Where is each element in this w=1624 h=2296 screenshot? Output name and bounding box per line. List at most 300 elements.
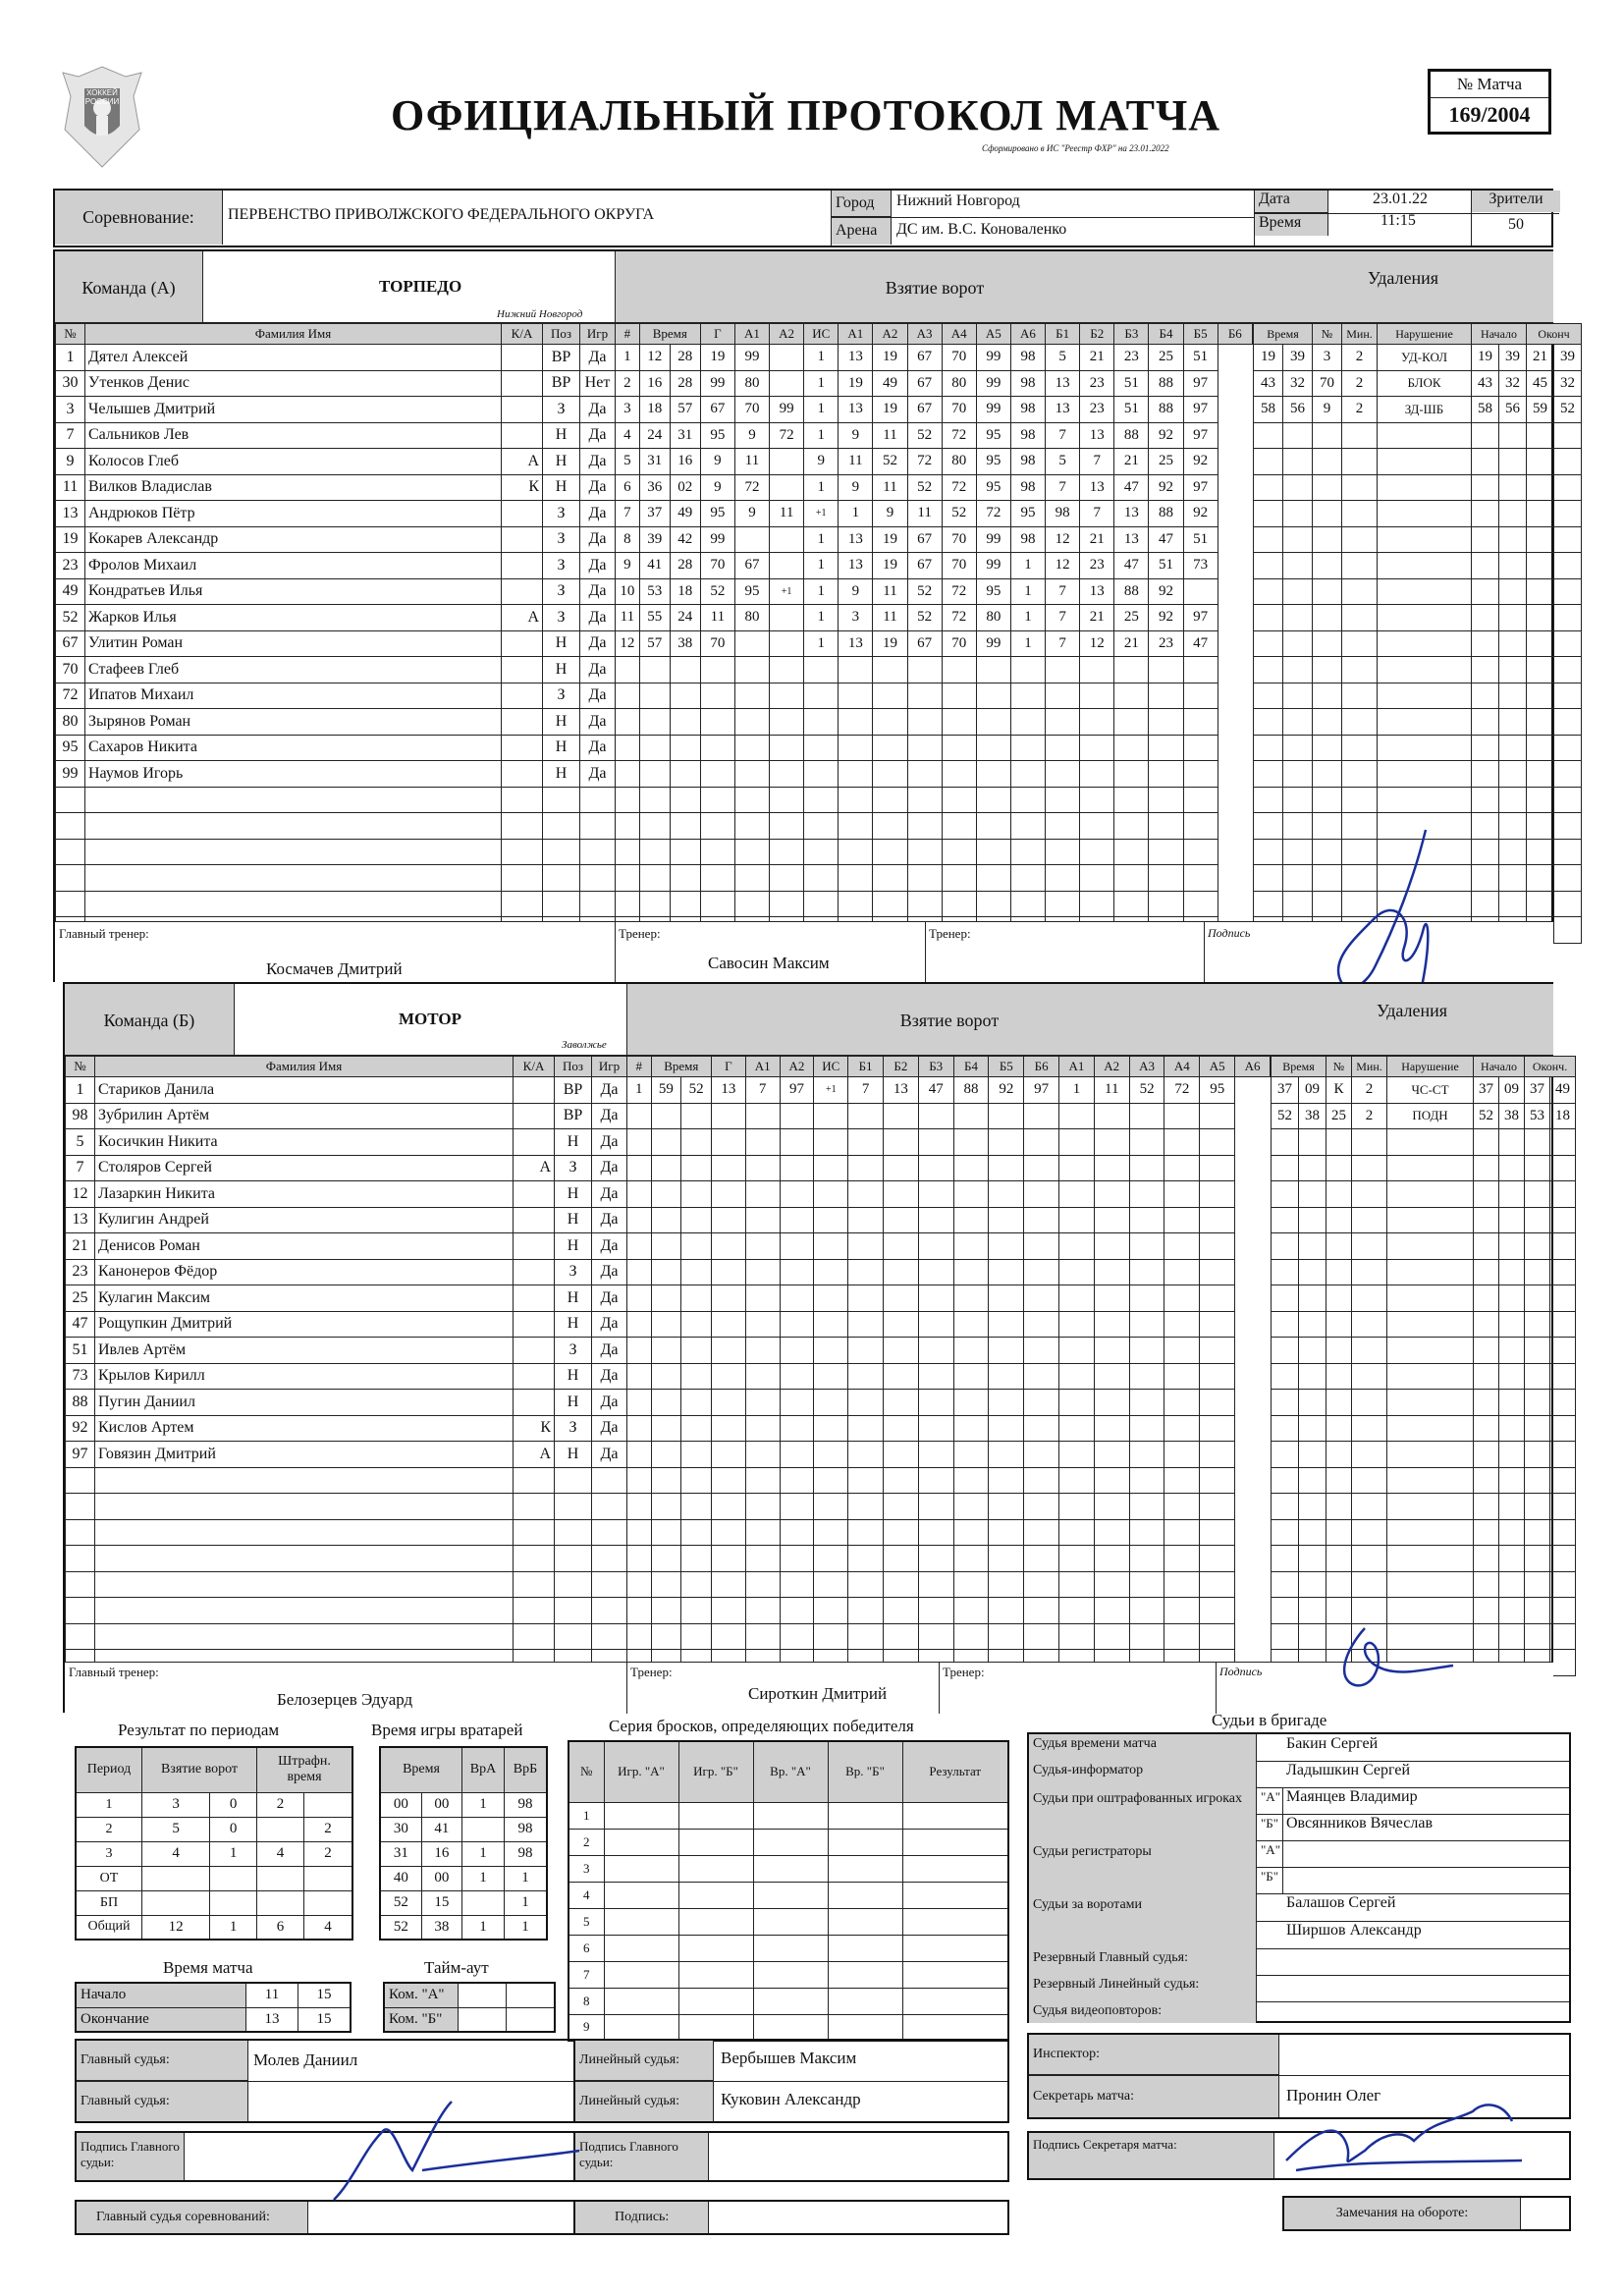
penalty-cell [1272,1546,1299,1572]
penalty-cell: 37 [1474,1077,1499,1104]
goal-cell [1114,657,1149,683]
goal-cell [1200,1571,1235,1598]
goal-cell [627,1415,652,1442]
goalie-cell: 15 [421,1890,461,1915]
goal-cell [1046,761,1080,788]
goal-cell [918,1494,953,1520]
goal-cell: 19 [873,345,907,371]
line-referee-1: Вербышев Максим [721,2049,857,2067]
official-value: Ладышкин Сергей [1286,1762,1411,1778]
goalie-cell: 00 [380,1792,421,1817]
player-position: З [543,683,580,709]
period-cell: 4 [257,1841,304,1866]
penalty-cell [1283,709,1313,736]
player-position: Н [555,1181,592,1208]
goal-cell: 80 [942,370,976,397]
goal-cell [745,1363,780,1390]
period-cell: 2 [304,1841,352,1866]
goal-cell: 52 [1129,1077,1164,1104]
roster-row [66,1259,627,1285]
penalty-cell [1378,501,1472,527]
goal-cell [918,1155,953,1181]
shootout-cell [753,1935,828,1961]
goal-cell [627,1546,652,1572]
goal-col-header: Б4 [953,1057,989,1077]
goal-cell [1149,813,1183,840]
player-number [66,1467,95,1494]
penalty-cell [1313,526,1342,553]
penalty-cell [1499,1467,1525,1494]
goal-cell [651,1285,681,1312]
goal-cell [1094,1338,1129,1364]
penalty-cell [1527,787,1554,813]
penalty-cell [1472,865,1499,892]
goal-cell [989,1598,1024,1624]
official-label: Судья видеоповторов: [1029,2001,1257,2023]
goal-cell [627,1285,652,1312]
period-cell: Общий [76,1915,142,1940]
goal-cell [814,1598,848,1624]
goal-cell: 51 [1114,397,1149,423]
player-position [555,1519,592,1546]
player-name: Жарков Илья [85,605,502,631]
penalty-cell: 56 [1283,397,1313,423]
goal-cell [839,787,873,813]
penalty-cell [1387,1519,1474,1546]
goal-cell [627,1103,652,1129]
penalty-cell [1272,1285,1299,1312]
roster-row [66,1338,627,1364]
goal-cell [1114,865,1149,892]
goal-cell [711,1285,745,1312]
penalty-cell [1472,449,1499,475]
player-captain [502,839,543,865]
penalty-cell [1352,1285,1387,1312]
col-play: Игр [592,1057,627,1077]
roster-row [56,709,616,736]
goal-cell [734,683,769,709]
penalty-cell [1254,657,1283,683]
goal-cell [770,526,804,553]
goal-cell: 9 [616,553,640,579]
player-captain [502,397,543,423]
team-a-head-coach-label: Главный тренер: [59,926,149,941]
player-number [66,1546,95,1572]
penalty-row [1254,553,1582,579]
goal-cell: 31 [670,422,700,449]
goal-cell [1183,865,1218,892]
goal-cell: 72 [942,605,976,631]
period-cell [257,1866,304,1890]
goal-cell: 24 [670,605,700,631]
penalty-cell [1527,839,1554,865]
goal-cell [745,1259,780,1285]
goal-row [627,1129,1271,1156]
player-captain: А [502,605,543,631]
goal-cell [734,657,769,683]
match-number-box [1428,69,1551,135]
line-referee-label: Линейный судья: [575,2041,714,2081]
player-name: Кондратьев Илья [85,578,502,605]
penalty-cell [1299,1181,1326,1208]
penalty-row [1254,370,1582,397]
goal-cell [700,787,734,813]
goal-cell [814,1442,848,1468]
penalty-cell [1313,578,1342,605]
goal-cell [1094,1467,1129,1494]
shootout-cell [604,1802,678,1829]
roster-row [56,605,616,631]
goal-cell [780,1259,814,1285]
goal-cell [848,1129,884,1156]
goal-cell [1024,1519,1059,1546]
goal-cell: 13 [839,553,873,579]
period-cell: 4 [142,1841,210,1866]
goal-cell [1129,1181,1164,1208]
roster-row [66,1311,627,1338]
shootout-col-header: Вр. "Б" [828,1741,902,1802]
penalty-cell [1387,1571,1474,1598]
goal-cell: 11 [734,449,769,475]
penalty-cell [1499,1623,1525,1650]
penalty-cell [1525,1623,1550,1650]
goal-cell [1164,1363,1200,1390]
penalty-cell [1472,683,1499,709]
penalty-cell: 39 [1499,345,1527,371]
player-number: 13 [56,501,85,527]
penalty-cell [1313,787,1342,813]
goal-cell: 99 [976,345,1010,371]
penalty-cell [1272,1233,1299,1260]
goal-cell [734,526,769,553]
penalty-col-header: Оконч. [1525,1057,1576,1077]
goal-cell [770,657,804,683]
goal-cell [627,1571,652,1598]
penalty-cell [1474,1338,1499,1364]
player-position [555,1598,592,1624]
goal-cell: 25 [1114,605,1149,631]
goal-cell [1010,839,1045,865]
penalty-cell [1525,1207,1550,1233]
goal-cell [1164,1546,1200,1572]
penalty-cell: 49 [1550,1077,1576,1104]
goal-cell [670,657,700,683]
goal-cell [639,865,670,892]
goal-cell [989,1415,1024,1442]
goal-cell: 31 [639,449,670,475]
penalty-cell [1299,1623,1326,1650]
goal-cell [651,1415,681,1442]
player-captain [502,683,543,709]
goal-cell [839,657,873,683]
goal-cell [745,1155,780,1181]
penalty-cell [1550,1233,1576,1260]
penalty-cell [1326,1181,1352,1208]
player-number: 51 [66,1338,95,1364]
penalty-cell [1387,1442,1474,1468]
goal-cell: 52 [907,474,942,501]
penalty-cell [1474,1207,1499,1233]
player-played [580,813,616,840]
goal-cell [814,1207,848,1233]
penalty-cell [1326,1390,1352,1416]
penalty-row [1272,1103,1576,1129]
player-captain [514,1390,555,1416]
goal-cell: 70 [700,630,734,657]
penalty-cell [1474,1494,1499,1520]
goal-cell [918,1467,953,1494]
goal-cell: +1 [814,1077,848,1104]
goal-cell [804,709,839,736]
goal-cell: 11 [700,605,734,631]
roster-row [56,683,616,709]
shootout-cell [753,2014,828,2041]
sig-label: Подпись: [575,2202,709,2233]
goal-cell [848,1311,884,1338]
roster-row [56,501,616,527]
goal-cell [651,1546,681,1572]
goal-cell [1024,1233,1059,1260]
penalty-cell [1525,1233,1550,1260]
goal-cell [780,1338,814,1364]
penalty-cell [1474,1311,1499,1338]
goal-cell: 67 [907,370,942,397]
goal-cell [1094,1285,1129,1312]
player-captain [502,578,543,605]
penalty-cell [1554,865,1582,892]
goal-cell [745,1285,780,1312]
player-position: Н [555,1207,592,1233]
col-num: № [56,324,85,345]
player-captain [514,1129,555,1156]
goal-cell [848,1181,884,1208]
goal-cell [848,1442,884,1468]
penalty-cell [1352,1390,1387,1416]
player-name [85,865,502,892]
shootout-num: 1 [568,1802,604,1829]
goalies-table [379,1746,548,1941]
goal-cell [1200,1129,1235,1156]
goalie-cell: 1 [462,1792,505,1817]
player-name: Стариков Данила [95,1077,514,1104]
shootout-cell [678,1855,753,1882]
penalty-cell [1554,422,1582,449]
player-name: Сальников Лев [85,422,502,449]
goal-cell: 11 [873,474,907,501]
goal-cell: 49 [873,370,907,397]
goal-cell [918,1181,953,1208]
goalie-cell: 00 [421,1866,461,1890]
shootout-cell [902,1855,1008,1882]
period-row [76,1866,352,1890]
penalty-cell [1387,1494,1474,1520]
goal-cell [711,1546,745,1572]
player-number [56,813,85,840]
penalty-cell [1387,1285,1474,1312]
player-captain [502,630,543,657]
player-played: Да [580,501,616,527]
goal-cell [1164,1390,1200,1416]
period-cell: 1 [210,1841,257,1866]
goal-cell: 88 [1149,501,1183,527]
player-played [592,1546,627,1572]
penalty-cell [1525,1259,1550,1285]
goal-cell: 9 [873,501,907,527]
goal-cell [976,683,1010,709]
goal-col-header: Б5 [989,1057,1024,1077]
goal-cell: 25 [1149,449,1183,475]
penalty-cell [1499,1181,1525,1208]
player-played: Да [592,1077,627,1104]
player-name [95,1494,514,1520]
goal-cell [1094,1494,1129,1520]
goal-cell: 55 [639,605,670,631]
team-b-coach2-label: Тренер: [943,1665,985,1679]
penalty-cell [1499,630,1527,657]
goal-cell [989,1546,1024,1572]
penalty-cell [1272,1259,1299,1285]
team-b-goals-header: Взятие ворот [626,984,1272,1057]
goal-cell [804,839,839,865]
goal-cell [1129,1363,1164,1390]
goal-cell [700,813,734,840]
roster-row [56,370,616,397]
goal-cell [1024,1442,1059,1468]
goal-cell [883,1598,918,1624]
penalty-cell [1326,1155,1352,1181]
team-b-name: МОТОР [399,1010,461,1028]
penalty-cell [1387,1338,1474,1364]
period-cell: 1 [210,1915,257,1940]
penalty-cell: 32 [1283,370,1313,397]
goal-cell [639,735,670,761]
penalty-cell: 19 [1254,345,1283,371]
goal-cell [639,657,670,683]
period-cell: 4 [304,1915,352,1940]
goal-col-header: Время [639,324,700,345]
team-b-penalties [1271,1056,1576,1676]
goal-cell [1164,1311,1200,1338]
player-position: Н [555,1233,592,1260]
goal-cell [1059,1181,1095,1208]
penalty-cell [1527,422,1554,449]
player-captain: К [514,1415,555,1442]
goal-cell [639,683,670,709]
goal-cell [616,813,640,840]
goal-cell: 21 [1080,605,1114,631]
goal-cell: 80 [734,370,769,397]
goal-cell [711,1519,745,1546]
goal-cell [1200,1415,1235,1442]
player-number: 73 [66,1363,95,1390]
goal-cell: 28 [670,345,700,371]
penalty-cell [1554,709,1582,736]
penalty-cell [1499,1129,1525,1156]
shootout-cell [604,1935,678,1961]
goal-cell: 21 [1114,630,1149,657]
goal-col-header: А4 [1164,1057,1200,1077]
player-position: ВР [555,1077,592,1104]
shootout-row [568,1988,1008,2014]
penalty-cell [1272,1598,1299,1624]
goal-cell [883,1338,918,1364]
roster-row [56,345,616,371]
goal-cell: 13 [839,397,873,423]
goal-row [616,370,1253,397]
penalty-cell [1283,449,1313,475]
goal-cell [745,1494,780,1520]
penalty-cell [1283,605,1313,631]
goal-col-header: ИС [804,324,839,345]
player-name: Кокарев Александр [85,526,502,553]
penalty-cell [1499,449,1527,475]
goal-cell [848,1103,884,1129]
official-value: Маянцев Владимир [1286,1788,1418,1805]
timeout-title: Тайм-аут [424,1958,489,1977]
goal-cell [953,1546,989,1572]
goal-cell [681,1259,712,1285]
col-gka: ВрА [462,1747,505,1792]
penalty-cell [1550,1650,1576,1676]
penalty-cell [1272,1467,1299,1494]
goal-cell: 70 [942,630,976,657]
goal-cell [651,1207,681,1233]
period-row [76,1915,352,1940]
goal-cell [770,553,804,579]
goal-cell [814,1390,848,1416]
penalty-cell: 58 [1254,397,1283,423]
goal-cell [700,735,734,761]
goal-cell [1059,1338,1095,1364]
penalty-cell [1283,813,1313,840]
penalty-cell: БЛОК [1378,370,1472,397]
player-captain [514,1494,555,1520]
shootout-row [568,2014,1008,2041]
team-b-penalties-header: Удаления [1271,984,1553,1057]
penalty-cell [1550,1181,1576,1208]
shootout-num: 6 [568,1935,604,1961]
penalty-cell [1313,735,1342,761]
goal-cell: 1 [804,605,839,631]
date-label: Дата [1255,191,1328,213]
penalty-cell [1254,422,1283,449]
penalty-cell [1474,1285,1499,1312]
goal-cell [1129,1519,1164,1546]
official-row [1029,1948,1569,1976]
goal-cell [1183,839,1218,865]
penalty-cell [1554,474,1582,501]
penalty-cell [1378,553,1472,579]
penalty-cell [1499,891,1527,917]
roster-row [56,578,616,605]
penalty-cell [1299,1207,1326,1233]
penalty-cell [1474,1546,1499,1572]
goal-cell: 97 [780,1077,814,1104]
goal-cell [918,1285,953,1312]
goal-cell: 1 [1010,578,1045,605]
goal-cell [976,787,1010,813]
penalty-cell [1342,578,1378,605]
goal-cell [907,865,942,892]
goal-cell: 9 [700,449,734,475]
goal-cell [883,1390,918,1416]
penalty-cell [1272,1155,1299,1181]
penalty-cell [1299,1598,1326,1624]
goal-cell: 97 [1183,397,1218,423]
roster-row [66,1103,627,1129]
goal-cell [1024,1285,1059,1312]
official-label: Судьи регистраторы [1029,1840,1257,1893]
